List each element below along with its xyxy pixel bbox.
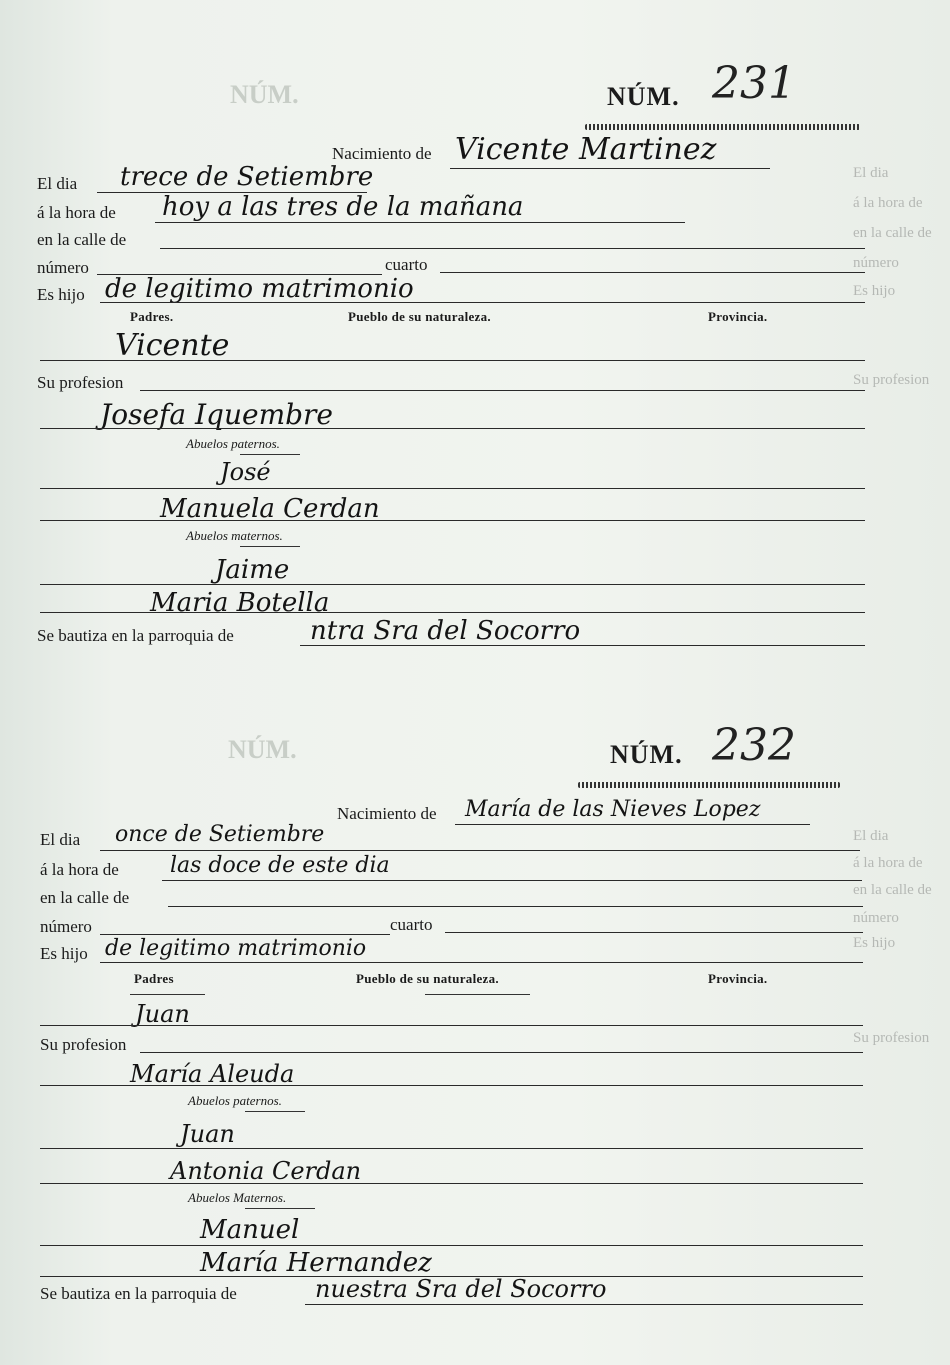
field-line xyxy=(40,1025,863,1026)
dia-value: trece de Setiembre xyxy=(120,162,374,192)
madre-name: Josefa Iquembre xyxy=(100,398,333,431)
bautiza-value: ntra Sra del Socorro xyxy=(310,616,581,646)
field-line xyxy=(40,1085,863,1086)
nacimiento-label: Nacimiento de xyxy=(337,804,437,823)
field-line xyxy=(40,1183,863,1184)
field-line xyxy=(455,824,810,825)
abuela-materna: María Hernandez xyxy=(200,1248,432,1278)
hora-label: á la hora de xyxy=(37,203,116,222)
abuelos-maternos-label: Abuelos maternos. xyxy=(186,528,283,543)
nacimiento-value: María de las Nieves Lopez xyxy=(465,797,761,822)
field-line xyxy=(162,880,862,881)
hora-value: hoy a las tres de la mañana xyxy=(162,192,524,222)
dia-label: El dia xyxy=(40,830,81,849)
padre-name: Vicente xyxy=(115,328,230,363)
ghost-numero: número xyxy=(853,255,899,271)
field-line xyxy=(40,584,865,585)
nacimiento-value: Vicente Martinez xyxy=(455,132,717,167)
ghost-dia-2: El dia xyxy=(853,828,889,844)
hijo-label: Es hijo xyxy=(40,944,88,963)
sub-rule xyxy=(245,1111,305,1112)
sub-rule xyxy=(240,546,300,547)
bautiza-label: Se bautiza en la parroquia de xyxy=(40,1284,237,1303)
field-line xyxy=(140,1052,863,1053)
field-line xyxy=(160,248,865,249)
profesion-label: Su profesion xyxy=(40,1035,127,1054)
field-line xyxy=(155,222,685,223)
ghost-numero-2: número xyxy=(853,910,899,926)
abuelo-paterno: Juan xyxy=(180,1120,235,1148)
ghost-hora-2: á la hora de xyxy=(853,855,923,871)
ghost-num-bottom: NÚM. xyxy=(228,735,297,764)
field-line xyxy=(305,1304,863,1305)
bautiza-label: Se bautiza en la parroquia de xyxy=(37,626,234,645)
dia-label: El dia xyxy=(37,174,78,193)
hijo-label: Es hijo xyxy=(37,285,85,304)
field-line xyxy=(40,520,865,521)
abuelos-maternos-label: Abuelos Maternos. xyxy=(188,1190,287,1205)
bautiza-value: nuestra Sra del Socorro xyxy=(315,1275,607,1303)
ghost-hijo: Es hijo xyxy=(853,283,896,299)
abuelos-paternos-label: Abuelos paternos. xyxy=(186,436,280,451)
field-line xyxy=(140,390,865,391)
profesion-label: Su profesion xyxy=(37,373,124,392)
nacimiento-label: Nacimiento de xyxy=(332,144,432,163)
field-line xyxy=(40,428,865,429)
calle-label: en la calle de xyxy=(40,888,130,907)
column-provincia: Provincia. xyxy=(708,971,768,986)
abuela-paterna: Manuela Cerdan xyxy=(160,494,380,524)
ghost-num-top: NÚM. xyxy=(230,80,299,109)
ghost-profesion-2: Su profesion xyxy=(853,1030,930,1046)
bleed-through-column xyxy=(845,0,950,1365)
sub-rule xyxy=(240,454,300,455)
field-line xyxy=(440,272,865,273)
column-padres: Padres. xyxy=(130,309,174,324)
decorative-rule xyxy=(585,124,860,130)
ghost-calle: en la calle de xyxy=(853,225,932,241)
ghost-dia: El dia xyxy=(853,165,889,181)
record-number-value: 231 xyxy=(712,58,796,109)
abuela-paterna: Antonia Cerdan xyxy=(170,1157,362,1185)
hijo-value: de legitimo matrimonio xyxy=(105,936,367,961)
ghost-hora: á la hora de xyxy=(853,195,923,211)
hora-value: las doce de este dia xyxy=(170,853,390,878)
field-line xyxy=(445,932,863,933)
column-provincia: Provincia. xyxy=(708,309,768,324)
madre-name: María Aleuda xyxy=(130,1060,295,1088)
field-line xyxy=(100,850,860,851)
abuelo-materno: Manuel xyxy=(200,1215,300,1245)
abuelo-materno: Jaime xyxy=(215,555,290,585)
field-line xyxy=(40,488,865,489)
cuarto-label: cuarto xyxy=(390,915,433,934)
padre-name: Juan xyxy=(135,1000,190,1028)
field-line xyxy=(40,1245,863,1246)
field-line xyxy=(100,302,865,303)
sub-rule xyxy=(245,1208,315,1209)
ghost-profesion: Su profesion xyxy=(853,372,930,388)
abuelos-paternos-label: Abuelos paternos. xyxy=(188,1093,282,1108)
column-padres: Padres xyxy=(134,971,174,986)
record-number-value: 232 xyxy=(712,720,796,771)
hora-label: á la hora de xyxy=(40,860,119,879)
ghost-hijo-2: Es hijo xyxy=(853,935,896,951)
dia-value: once de Setiembre xyxy=(115,822,325,847)
column-pueblo: Pueblo de su naturaleza. xyxy=(356,971,499,986)
calle-label: en la calle de xyxy=(37,230,127,249)
decorative-rule xyxy=(578,782,840,788)
sub-rule xyxy=(130,994,205,995)
abuela-materna: Maria Botella xyxy=(150,588,330,618)
sub-rule xyxy=(425,994,530,995)
field-line xyxy=(100,962,863,963)
cuarto-label: cuarto xyxy=(385,255,428,274)
abuelo-paterno: José xyxy=(220,458,271,486)
field-line xyxy=(40,360,865,361)
ghost-calle-2: en la calle de xyxy=(853,882,932,898)
field-line xyxy=(300,645,865,646)
numero-label: número xyxy=(40,917,92,936)
record-number-label: NÚM. xyxy=(607,82,680,111)
field-line xyxy=(168,906,863,907)
field-line xyxy=(40,612,865,613)
field-line xyxy=(450,168,770,169)
field-line xyxy=(40,1148,863,1149)
numero-label: número xyxy=(37,258,89,277)
hijo-value: de legitimo matrimonio xyxy=(105,274,414,304)
field-line xyxy=(100,934,390,935)
record-number-label: NÚM. xyxy=(610,740,683,769)
column-pueblo: Pueblo de su naturaleza. xyxy=(348,309,491,324)
